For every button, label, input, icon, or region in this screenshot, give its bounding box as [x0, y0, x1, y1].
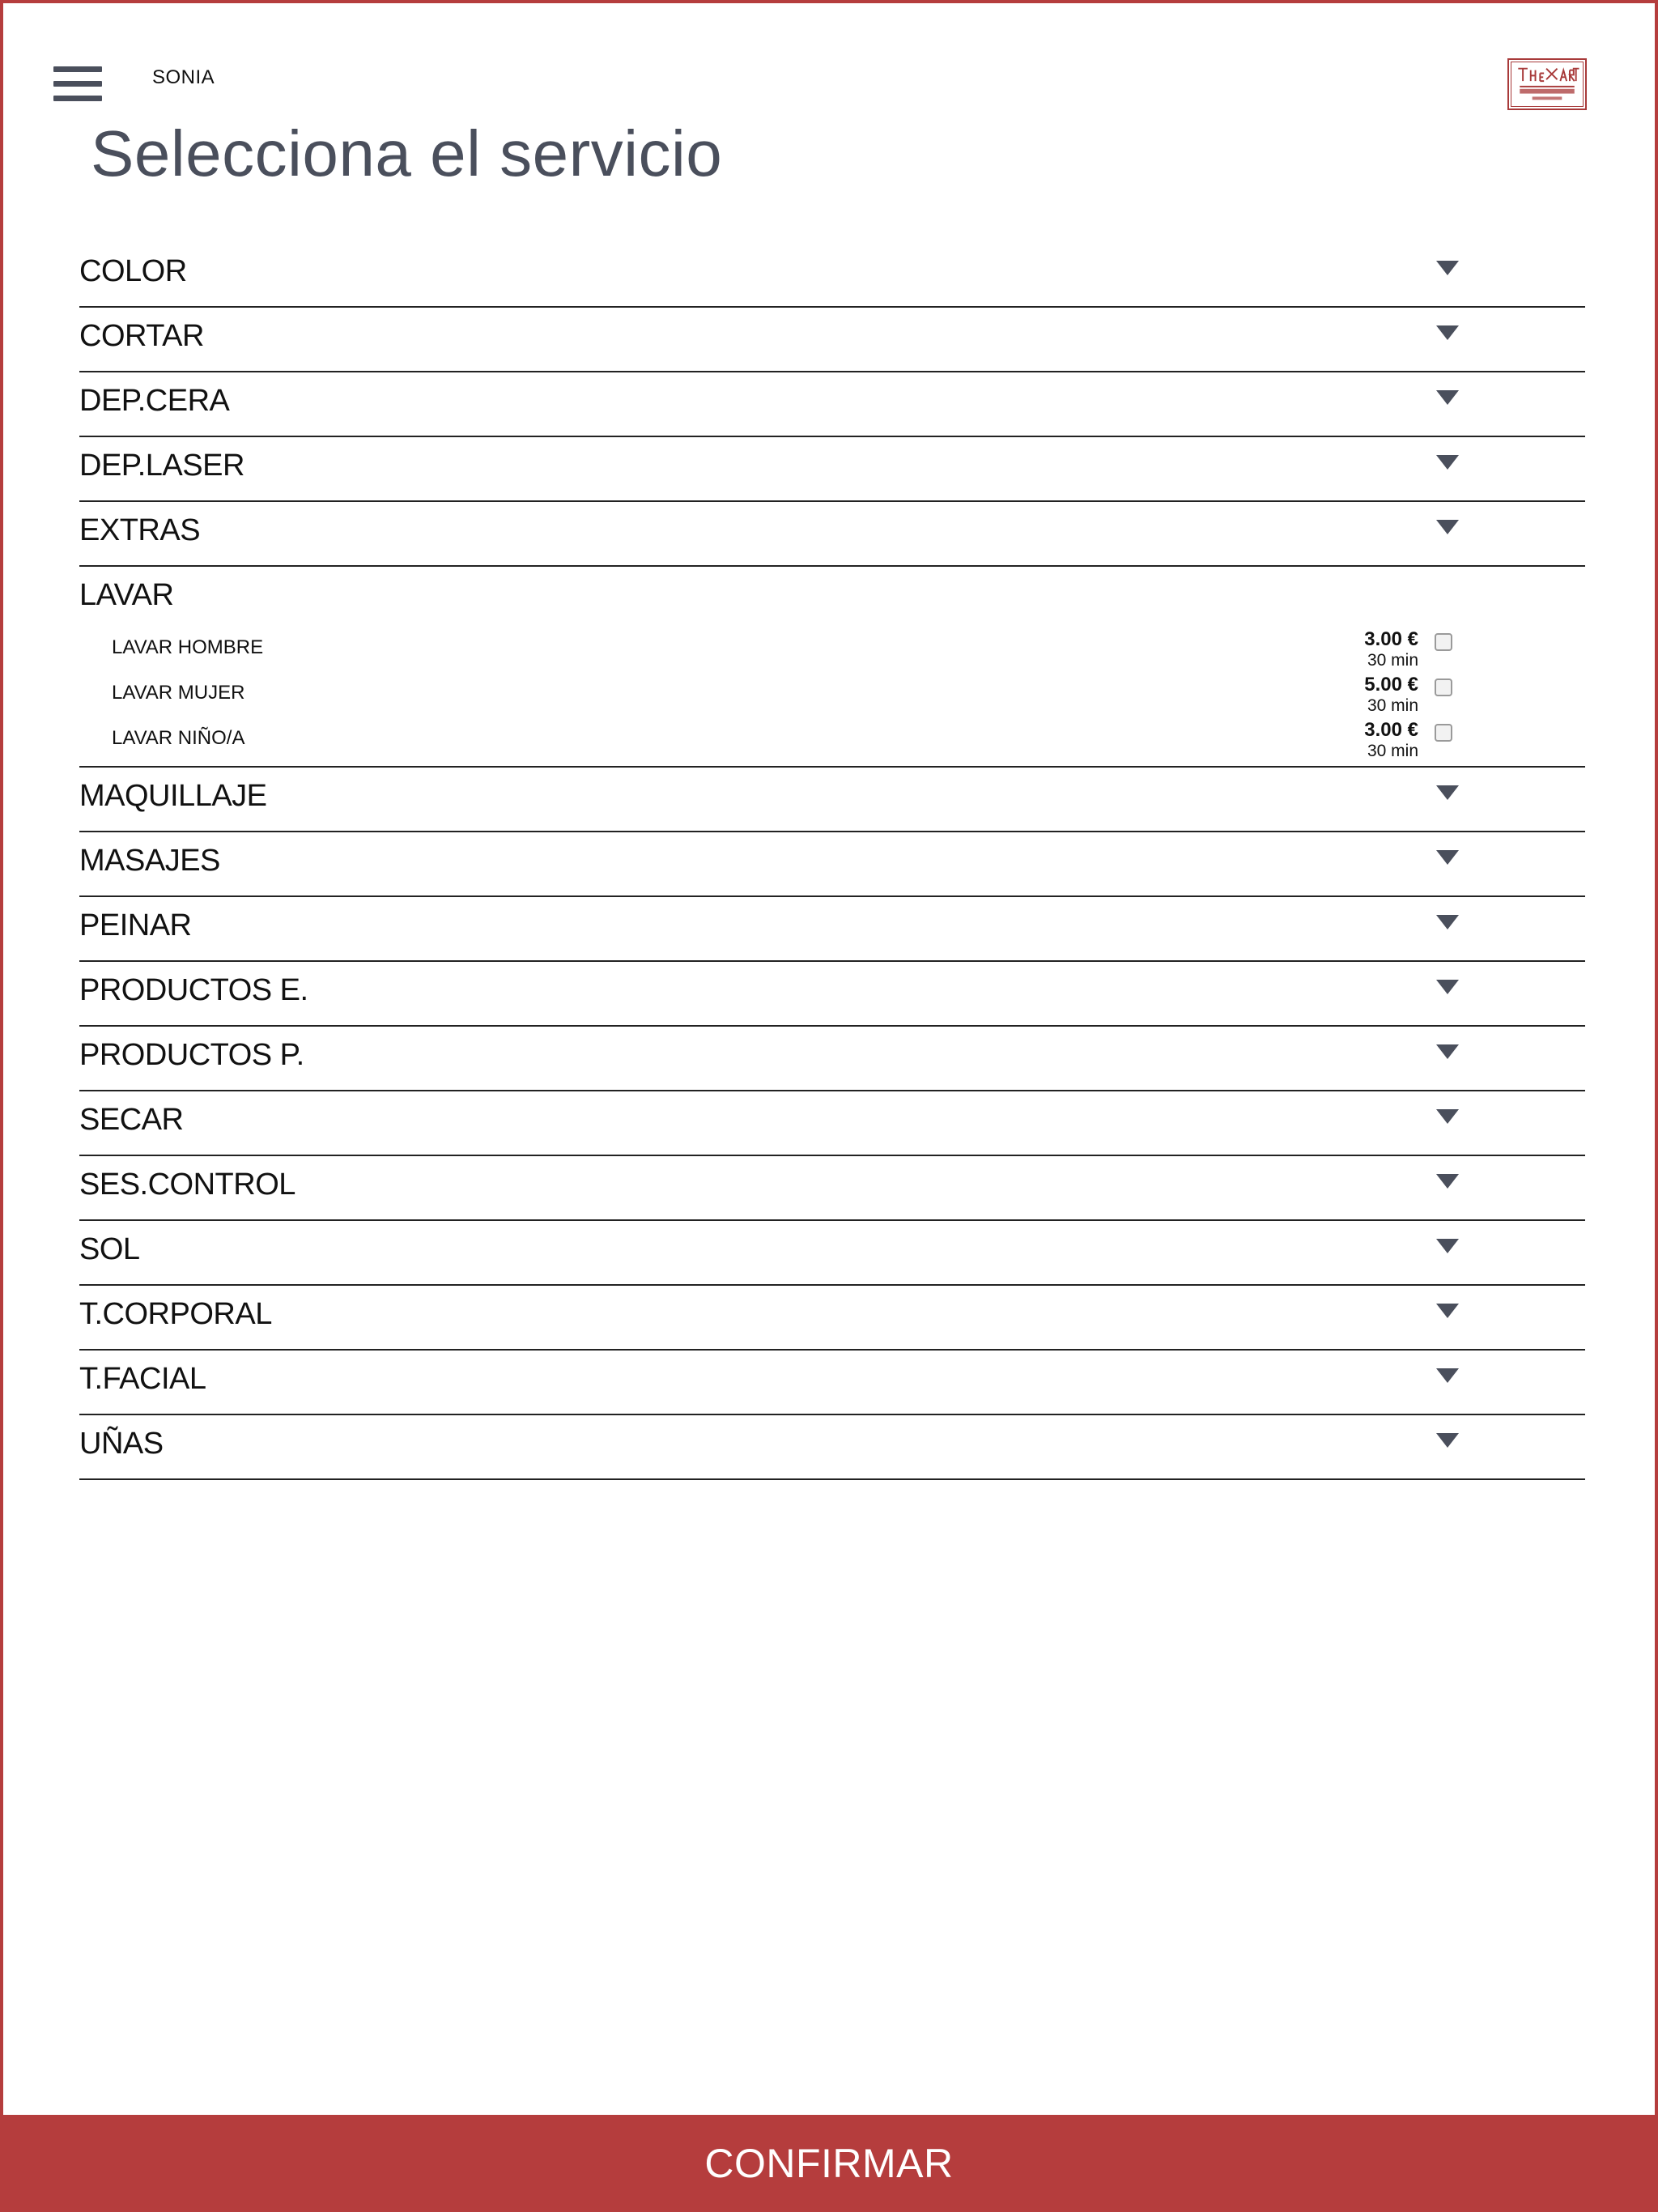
caret-down-icon [1436, 1239, 1459, 1253]
service-checkbox[interactable] [1435, 724, 1452, 742]
category-label: T.CORPORAL [79, 1297, 272, 1331]
caret-down-icon [1436, 980, 1459, 994]
category-label: PRODUCTOS P. [79, 1038, 304, 1072]
the-art-of-shaving-logo-icon [1507, 58, 1587, 110]
category-label: T.FACIAL [79, 1362, 206, 1396]
caret-down-icon [1436, 261, 1459, 275]
category-t-facial[interactable] [79, 1351, 1585, 1415]
category-label: MASAJES [79, 844, 220, 878]
category-label: LAVAR [79, 578, 174, 612]
service-duration: 30 min [1367, 742, 1418, 760]
caret-down-icon [1436, 1174, 1459, 1189]
service-item [79, 669, 1585, 714]
category-label: COLOR [79, 254, 187, 288]
category-dep-laser[interactable] [79, 437, 1585, 502]
caret-down-icon [1436, 390, 1459, 405]
category-label: PEINAR [79, 908, 192, 942]
category-unas[interactable] [79, 1415, 1585, 1480]
caret-down-icon [1436, 915, 1459, 929]
category-label: DEP.CERA [79, 384, 230, 418]
category-label: UÑAS [79, 1427, 164, 1461]
category-maquillaje[interactable] [79, 768, 1585, 832]
category-label: MAQUILLAJE [79, 779, 267, 813]
service-price: 3.00 € [1364, 628, 1418, 650]
category-ses-control[interactable] [79, 1156, 1585, 1221]
category-productos-p[interactable] [79, 1027, 1585, 1091]
caret-down-icon [1436, 455, 1459, 470]
category-label: SECAR [79, 1103, 184, 1137]
service-name: LAVAR MUJER [112, 682, 245, 704]
service-name: LAVAR NIÑO/A [112, 727, 245, 749]
caret-down-icon [1436, 1368, 1459, 1383]
service-name: LAVAR HOMBRE [112, 636, 264, 658]
user-name: SONIA [152, 66, 215, 88]
category-masajes[interactable] [79, 832, 1585, 897]
caret-down-icon [1436, 785, 1459, 800]
caret-down-icon [1436, 520, 1459, 534]
category-sol[interactable] [79, 1221, 1585, 1286]
category-dep-cera[interactable] [79, 372, 1585, 437]
category-label: SOL [79, 1232, 140, 1266]
caret-down-icon [1436, 1304, 1459, 1318]
service-price: 5.00 € [1364, 674, 1418, 696]
hamburger-menu-icon[interactable] [53, 65, 102, 104]
service-duration: 30 min [1367, 651, 1418, 670]
category-lavar-expanded[interactable] [79, 567, 1585, 768]
service-item [79, 714, 1585, 759]
category-secar[interactable] [79, 1091, 1585, 1156]
service-item [79, 623, 1585, 669]
category-t-corporal[interactable] [79, 1286, 1585, 1351]
category-label: DEP.LASER [79, 449, 244, 483]
confirm-button[interactable]: CONFIRMAR [0, 2115, 1658, 2212]
category-color[interactable] [79, 243, 1585, 308]
category-extras[interactable] [79, 502, 1585, 567]
category-label: PRODUCTOS E. [79, 973, 308, 1007]
caret-down-icon [1436, 1044, 1459, 1059]
service-checkbox[interactable] [1435, 633, 1452, 651]
category-list [79, 243, 1585, 1480]
category-label: CORTAR [79, 319, 204, 353]
category-productos-e[interactable] [79, 962, 1585, 1027]
service-duration: 30 min [1367, 696, 1418, 715]
caret-down-icon [1436, 1109, 1459, 1124]
caret-down-icon [1436, 325, 1459, 340]
category-cortar[interactable] [79, 308, 1585, 372]
page-title: Selecciona el servicio [91, 117, 723, 189]
category-label: SES.CONTROL [79, 1168, 295, 1202]
category-label: EXTRAS [79, 513, 201, 547]
caret-down-icon [1436, 1433, 1459, 1448]
service-checkbox[interactable] [1435, 678, 1452, 696]
caret-down-icon [1436, 850, 1459, 865]
service-price: 3.00 € [1364, 719, 1418, 741]
category-peinar[interactable] [79, 897, 1585, 962]
